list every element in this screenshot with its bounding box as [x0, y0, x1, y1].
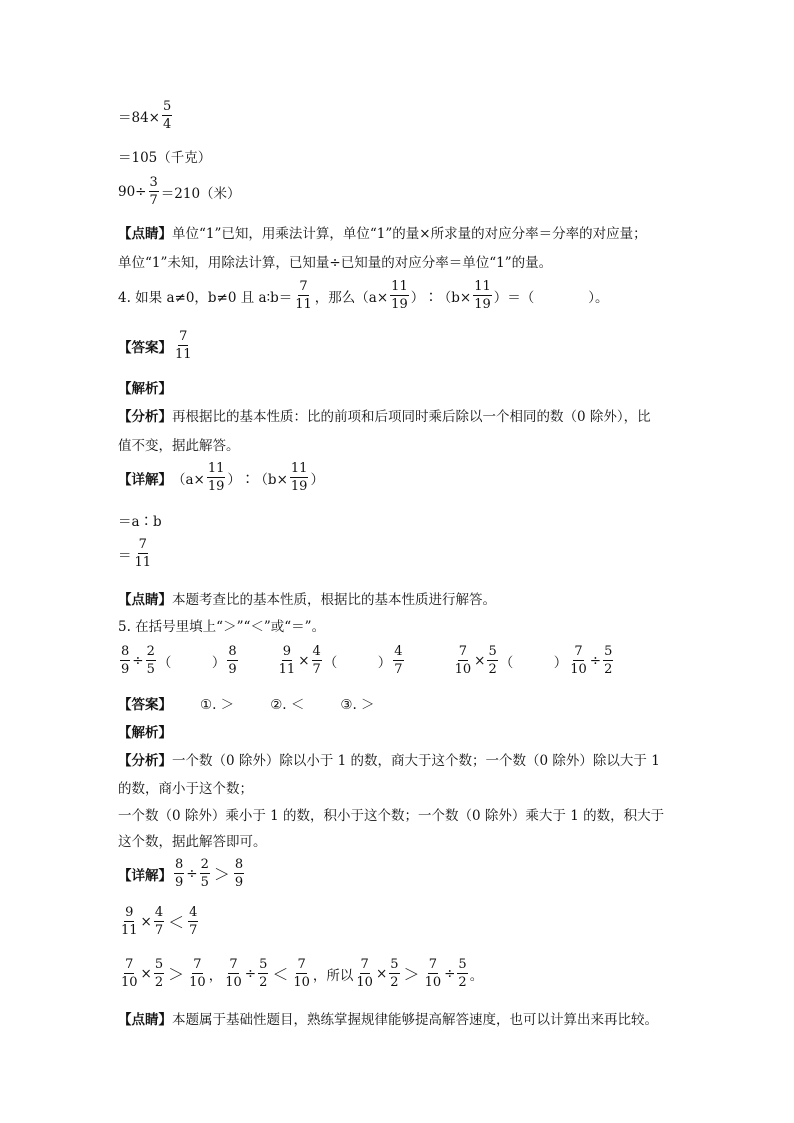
relation-sign: ＞ [168, 965, 185, 984]
detail-text: ）∶（b× [227, 471, 288, 488]
relation-sign: ＞ [213, 865, 230, 884]
calc-text: ＝210（米） [160, 185, 241, 202]
q5-detail-line-3 [118, 958, 483, 989]
relation-sign: ＞ [403, 965, 420, 984]
fraction: $\frac{7}{10}$ [356, 957, 373, 990]
detail-tag: 【详解】 [118, 471, 172, 488]
fraction: $\frac{7}{10}$ [570, 644, 587, 677]
separator: ，所以 [312, 967, 354, 984]
fenxi-tag: 【分析】 [118, 753, 172, 769]
operator: ÷ [132, 652, 144, 669]
analysis-tag: 【解析】 [118, 725, 172, 741]
answer-blank: （ ） [499, 654, 568, 671]
fraction: $\frac{5}{2}$ [259, 957, 268, 990]
fraction: $\frac{7}{11}$ [134, 537, 152, 570]
note-line-1 [118, 222, 647, 242]
fraction: $\frac{7}{10}$ [454, 644, 472, 677]
answer-2: ②. ＜ [270, 697, 305, 713]
fenxi-text: 这个数，据此解答即可。 [118, 834, 267, 850]
q5-detail-line-1 [118, 858, 246, 889]
fraction: $\frac{2}{5}$ [200, 857, 209, 890]
question-text: ）∶（b× [410, 289, 472, 306]
fraction: $\frac{4}{7}$ [394, 644, 403, 677]
answer-tag: 【答案】 [118, 339, 172, 356]
operator: ÷ [444, 965, 456, 982]
fraction: $\frac{9}{11}$ [121, 905, 138, 938]
answer-blank: （ ） [157, 654, 226, 671]
separator: ， [208, 967, 223, 984]
q5-fenxi-line-1 [118, 749, 660, 769]
operator: × [298, 652, 310, 669]
fraction: $\frac{11}{19}$ [290, 461, 308, 494]
fraction: $\frac{7}{11}$ [175, 329, 192, 362]
fraction: $\frac{8}{9}$ [121, 644, 130, 677]
answer-1: ①. ＞ [200, 697, 235, 713]
fraction: $\frac{8}{9}$ [175, 857, 184, 890]
detail-text: （a× [172, 471, 205, 488]
fraction: $\frac{11}{19}$ [207, 461, 225, 494]
fraction: $\frac{7}{11}$ [295, 279, 312, 312]
operator: × [474, 652, 486, 669]
answer-blank: （ ） [323, 654, 392, 671]
fraction: $\frac{7}{10}$ [189, 957, 206, 990]
q5-fenxi-line-4 [118, 830, 267, 850]
note-line-2 [118, 251, 552, 271]
fenxi-text: 值不变，据此解答。 [118, 438, 240, 454]
calc-text: 90÷ [118, 183, 147, 200]
q4-detail-line-2 [118, 510, 162, 530]
fenxi-text: 一个数（0 除外）除以小于 1 的数，商大于这个数；一个数（0 除外）除以大于 1 [172, 753, 660, 769]
q5-detail-line-2 [118, 906, 200, 937]
expression-1 [118, 645, 240, 676]
note-text: 单位“1”未知，用除法计算，已知量÷已知量的对应分率＝单位“1”的量。 [118, 255, 553, 271]
fraction: $\frac{5}{4}$ [163, 99, 172, 132]
question-text: ，那么（a× [314, 289, 389, 306]
note-text: 本题考查比的基本性质，根据比的基本性质进行解答。 [172, 592, 496, 608]
q4-fenxi-line-1 [118, 405, 651, 425]
q4-question [118, 280, 608, 311]
expression-2 [276, 645, 406, 676]
fraction: $\frac{8}{9}$ [228, 644, 237, 677]
q5-answer [118, 693, 375, 713]
expression-3 [452, 645, 616, 676]
fraction: $\frac{3}{7}$ [149, 175, 158, 208]
fraction: $\frac{7}{10}$ [225, 957, 242, 990]
fraction: $\frac{5}{2}$ [488, 644, 497, 677]
relation-sign: ＜ [272, 965, 289, 984]
fraction: $\frac{4}{7}$ [189, 905, 198, 938]
note-text: 本题属于基础性题目，熟练掌握规律能够提高解答速度，也可以计算出来再比较。 [172, 1012, 658, 1028]
operator: ÷ [186, 865, 198, 882]
calc-line-1 [118, 100, 174, 131]
operator: ÷ [589, 652, 602, 669]
question-text: 5. 在括号里填上“＞”“＜”或“＝”。 [118, 619, 326, 635]
fenxi-text: 一个数（0 除外）乘小于 1 的数，积小于这个数；一个数（0 除外）乘大于 1 的数，积大于 [118, 808, 665, 824]
detail-text: ＝ [118, 547, 132, 564]
fraction: $\frac{5}{2}$ [604, 644, 613, 677]
note-tag: 【点睛】 [118, 226, 172, 242]
fenxi-text: 再根据比的基本性质：比的前项和后项同时乘后除以一个相同的数（0 除外），比 [172, 409, 651, 425]
q5-analysis-tag [118, 721, 172, 741]
detail-tag: 【详解】 [118, 867, 172, 884]
fraction: $\frac{5}{2}$ [458, 957, 467, 990]
fraction: $\frac{11}{19}$ [391, 279, 408, 312]
fraction: $\frac{4}{7}$ [154, 905, 164, 938]
fraction: $\frac{7}{10}$ [293, 957, 310, 990]
q5-expressions [118, 645, 615, 676]
q4-analysis-tag [118, 377, 172, 397]
calc-text: ＝84× [118, 109, 160, 126]
separator: 。 [469, 967, 484, 984]
detail-text: ＝a∶b [118, 514, 162, 530]
q5-note [118, 1008, 658, 1028]
fraction: $\frac{8}{9}$ [234, 857, 244, 890]
q5-fenxi-line-3 [118, 804, 664, 824]
operator: × [140, 913, 152, 930]
fraction: $\frac{11}{19}$ [474, 279, 491, 312]
question-text: 4. 如果 a≠0，b≠0 且 a∶b＝ [118, 289, 293, 306]
fenxi-tag: 【分析】 [118, 409, 172, 425]
q5-fenxi-line-2 [118, 777, 253, 797]
fraction: $\frac{7}{10}$ [424, 957, 442, 990]
answer-3: ③. ＞ [340, 697, 375, 713]
note-tag: 【点睛】 [118, 1012, 172, 1028]
detail-text: ） [310, 471, 324, 488]
q4-detail-line-1 [118, 462, 324, 493]
q4-answer [118, 330, 195, 361]
q4-note [118, 588, 496, 608]
operator: ÷ [244, 965, 257, 982]
fraction: $\frac{5}{2}$ [390, 957, 399, 990]
fraction: $\frac{2}{5}$ [146, 644, 155, 677]
q4-detail-line-3 [118, 538, 154, 569]
analysis-tag: 【解析】 [118, 381, 172, 397]
operator: × [140, 965, 152, 982]
fraction: $\frac{5}{2}$ [154, 957, 164, 990]
calc-line-3 [118, 176, 241, 207]
operator: × [375, 965, 388, 982]
calc-text: ＝105（千克） [118, 150, 212, 166]
note-text: 单位“1”已知，用乘法计算，单位“1”的量×所求量的对应分率＝分率的对应量； [172, 226, 647, 242]
fraction: $\frac{7}{10}$ [121, 957, 138, 990]
fraction: $\frac{9}{11}$ [278, 644, 296, 677]
note-tag: 【点睛】 [118, 592, 172, 608]
fraction: $\frac{4}{7}$ [312, 644, 321, 677]
q5-question [118, 615, 325, 635]
q4-fenxi-line-2 [118, 434, 240, 454]
question-text: ）＝（ ）。 [493, 289, 609, 306]
fenxi-text: 的数，商小于这个数； [118, 781, 253, 797]
answer-tag: 【答案】 [118, 697, 172, 713]
relation-sign: ＜ [168, 913, 185, 932]
calc-line-2 [118, 146, 211, 166]
